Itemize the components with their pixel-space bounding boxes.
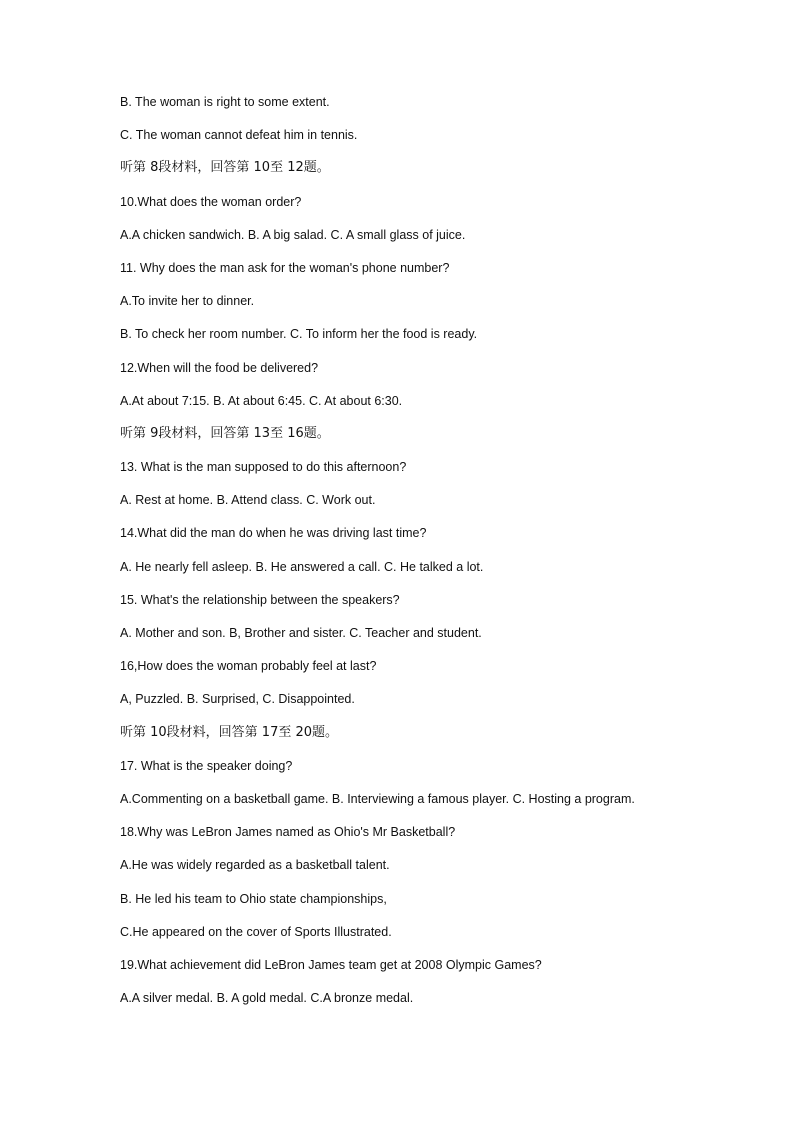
question-line: 14.What did the man do when he was driving last time? [120,526,427,541]
option-line: A.To invite her to dinner. [120,294,255,309]
option-line: A. He nearly fell asleep. B. He answered a call. C. He talked a lot. [120,559,484,574]
option-line: A. Rest at home. B. Attend class. C. Work out. [120,493,376,508]
question-line: 15. What's the relationship between the speakers? [120,592,400,607]
option-line: A.A chicken sandwich. B. A big salad. C. A small glass of juice. [120,227,466,242]
option-line: A.He was widely regarded as a basketball talent. [120,858,390,873]
section-heading: 听第 10段材料，回答第 17至 20题。 [120,724,339,740]
question-line: 18.Why was LeBron James named as Ohio's Mr Basketball? [120,825,456,840]
question-line: 16,How does the woman probably feel at last? [120,659,377,674]
option-line: C. The woman cannot defeat him in tennis. [120,128,358,143]
option-line: B. The woman is right to some extent. [120,95,330,109]
document-page [120,94,760,1023]
option-line: A.Commenting on a basketball game. B. Interviewing a famous player. C. Hosting a program. [120,791,635,806]
question-line: 11. Why does the man ask for the woman's phone number? [120,260,450,275]
question-line: 13. What is the man supposed to do this afternoon? [120,460,407,475]
question-line: 10.What does the woman order? [120,194,302,209]
option-line: A.A silver medal. B. A gold medal. C.A bronze medal. [120,991,414,1006]
section-heading: 听第 8段材料，回答第 10至 12题。 [120,160,330,176]
question-line: 19.What achievement did LeBron James team get at 2008 Olympic Games? [120,957,542,972]
section-heading: 听第 9段材料，回答第 13至 16题。 [120,425,330,441]
option-line: A, Puzzled. B. Surprised, C. Disappointed. [120,692,355,707]
question-line: 12.When will the food be delivered? [120,360,319,375]
option-line: A. Mother and son. B, Brother and sister. C. Teacher and student. [120,626,482,640]
option-line: A.At about 7:15. B. At about 6:45. C. At about 6:30. [120,393,403,408]
question-line: 17. What is the speaker doing? [120,758,293,773]
option-line: C.He appeared on the cover of Sports Illustrated. [120,924,392,939]
option-line: B. He led his team to Ohio state championships, [120,891,387,906]
option-line: B. To check her room number. C. To inform her the food is ready. [120,327,478,342]
